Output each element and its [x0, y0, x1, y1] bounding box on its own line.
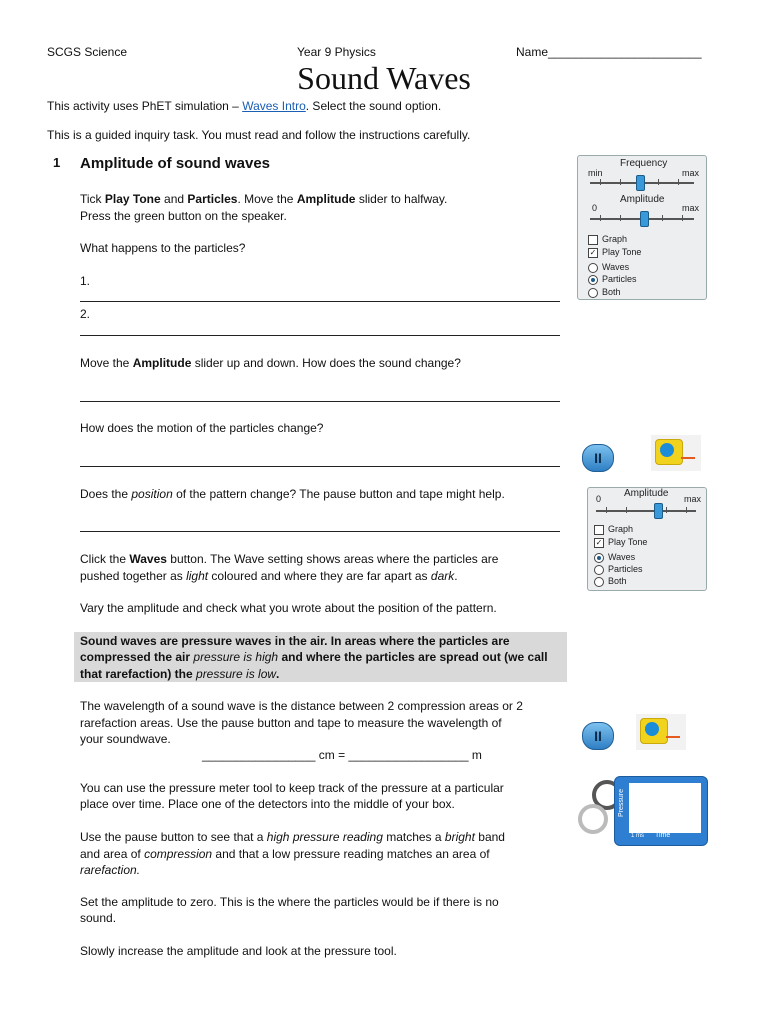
measuring-tape-icon[interactable]	[651, 435, 701, 471]
pressure-meter[interactable]	[614, 776, 708, 846]
amplitude-label: Amplitude	[624, 488, 669, 499]
vary-instruction: Vary the amplitude and check what you wrote about the position of the pattern.	[80, 601, 497, 615]
definition-line-1: Sound waves are pressure waves in the air. In areas where the particles are	[80, 634, 510, 648]
frequency-slider-knob[interactable]	[636, 175, 645, 191]
intro-line-2: This is a guided inquiry task. You must read and follow the instructions carefully.	[47, 128, 471, 142]
graph-checkbox[interactable]: Graph	[588, 234, 627, 245]
sim-control-panel: Frequency min max Amplitude 0 max Graph ✓ Play Tone Waves Particles Both	[577, 155, 707, 300]
name-field: Name_______________________	[516, 45, 702, 59]
question-position: Does the position of the pattern change? The pause button and tape might help.	[80, 487, 505, 501]
instruction-2: Press the green button on the speaker.	[80, 209, 287, 223]
answer-line[interactable]	[80, 531, 560, 532]
increase-line: Slowly increase the amplitude and look at the pressure tool.	[80, 944, 397, 958]
frequency-label: Frequency	[620, 158, 668, 169]
question-sound-change: Move the Amplitude slider up and down. How does the sound change?	[80, 356, 461, 370]
pause-button[interactable]: II	[582, 722, 614, 750]
answer-line[interactable]	[80, 466, 560, 467]
pause-line-3: rarefaction.	[80, 863, 141, 877]
amplitude-slider[interactable]	[596, 510, 696, 512]
school-label: SCGS Science	[47, 45, 128, 59]
wavelength-line-1: The wavelength of a sound wave is the distance between 2 compression areas or 2	[80, 699, 523, 713]
play-tone-checkbox[interactable]: ✓ Play Tone	[589, 247, 642, 257]
pause-line-1: Use the pause button to see that a high pressure reading matches a bright band	[80, 830, 505, 844]
meter-line-1: You can use the pressure meter tool to keep track of the pressure at a particular	[80, 781, 504, 795]
waves-intro-link[interactable]: Waves Intro	[242, 99, 306, 113]
pressure-axis-label: Pressure	[618, 788, 625, 817]
intro-line-1: This activity uses PhET simulation – Waves Intro. Select the sound option.	[47, 99, 442, 113]
check-icon: ✓	[589, 247, 597, 257]
definition-line-2: compressed the air pressure is high and where the particles are spread out (we call	[80, 650, 548, 664]
question-motion: How does the motion of the particles change?	[80, 421, 324, 435]
wavelength-line-3: your soundwave.	[80, 732, 171, 746]
pause-line-2: and area of compression and that a low pressure reading matches an area of	[80, 847, 490, 861]
particles-radio[interactable]: Particles	[594, 564, 643, 575]
answer-line[interactable]	[80, 401, 560, 402]
measuring-tape-icon[interactable]	[636, 714, 686, 750]
pressure-meter-screen	[629, 783, 701, 833]
answer-line[interactable]	[80, 301, 560, 302]
sim-control-panel-waves: Amplitude 0 max Graph ✓ Play Tone Waves Particles Both	[587, 487, 707, 591]
answer-number-1: 1.	[80, 274, 91, 288]
check-icon: ✓	[595, 537, 603, 547]
course-label: Year 9 Physics	[297, 45, 376, 59]
graph-checkbox[interactable]: Graph	[594, 524, 633, 535]
waves-radio[interactable]: Waves	[588, 262, 629, 273]
both-radio[interactable]: Both	[588, 287, 621, 298]
instruction-1: Tick Play Tone and Particles. Move the Amplitude slider to halfway.	[80, 192, 448, 206]
definition-line-3: that rarefaction) the pressure is low.	[80, 667, 280, 681]
question-particles: What happens to the particles?	[80, 241, 246, 255]
play-tone-checkbox[interactable]: ✓ Play Tone	[595, 537, 648, 547]
answer-number-2: 2.	[80, 307, 91, 321]
answer-line[interactable]	[80, 335, 560, 336]
time-scale-label: 1 ms	[631, 833, 645, 839]
waves-instruction-1: Click the Waves button. The Wave setting shows areas where the particles are	[80, 552, 499, 566]
waves-radio[interactable]: Waves	[594, 552, 635, 563]
both-radio[interactable]: Both	[594, 576, 627, 587]
amplitude-slider-knob[interactable]	[640, 211, 649, 227]
meter-line-2: place over time. Place one of the detectors into the middle of your box.	[80, 797, 455, 811]
zero-line-1: Set the amplitude to zero. This is the where the particles would be if there is no	[80, 895, 499, 909]
page-title: Sound Waves	[297, 60, 471, 96]
waves-instruction-2: pushed together as light coloured and where they are far apart as dark.	[80, 569, 458, 583]
time-axis-label: Time	[655, 832, 671, 839]
zero-line-2: sound.	[80, 911, 117, 925]
amplitude-label: Amplitude	[620, 194, 665, 205]
amplitude-slider-knob[interactable]	[654, 503, 663, 519]
pressure-probe-icon[interactable]	[578, 804, 608, 834]
wavelength-answer[interactable]: _________________ cm = __________________ m	[202, 748, 482, 762]
section-title: Amplitude of sound waves	[80, 155, 271, 172]
section-number: 1	[53, 155, 61, 170]
pause-button[interactable]: II	[582, 444, 614, 472]
wavelength-line-2: rarefaction areas. Use the pause button and tape to measure the wavelength of	[80, 716, 502, 730]
particles-radio[interactable]: Particles	[588, 274, 637, 285]
